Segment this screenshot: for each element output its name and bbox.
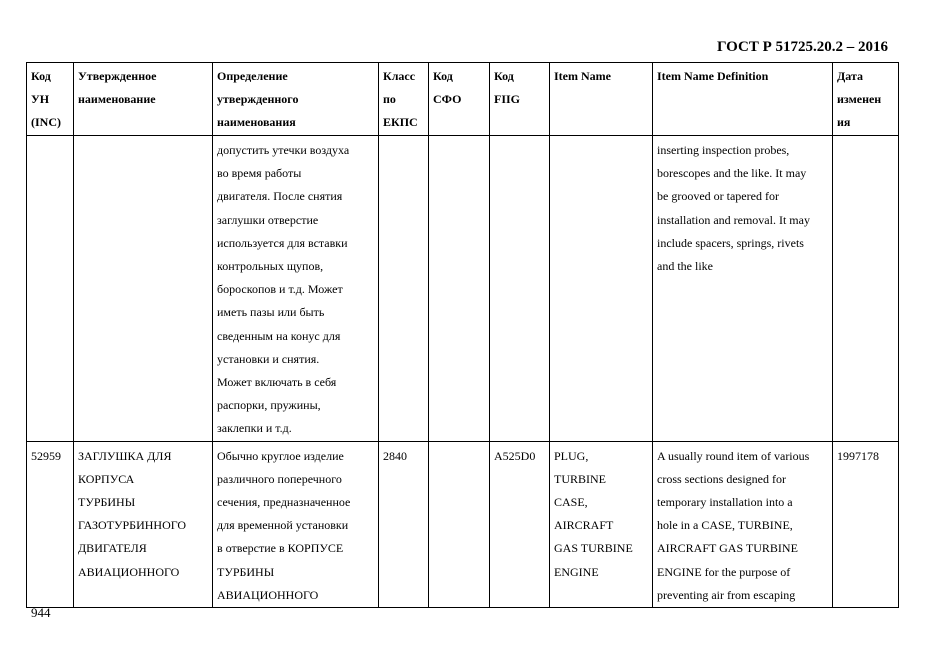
cell-approved-name (74, 136, 213, 442)
cell-fiig: A525D0 (490, 441, 550, 607)
cell-date: 1997178 (833, 441, 899, 607)
column-header-item-definition: Item Name Definition (653, 63, 833, 136)
cell-item-name: PLUG, TURBINE CASE, AIRCRAFT GAS TURBINE ENGINE (550, 441, 653, 607)
cell-inc (27, 136, 74, 442)
cell-approved-name: ЗАГЛУШКА ДЛЯ КОРПУСА ТУРБИНЫ ГАЗОТУРБИННОГО ДВИГАТЕЛЯ АВИАЦИОННОГО (74, 441, 213, 607)
table-row (27, 136, 899, 442)
document-code: ГОСТ Р 51725.20.2 – 2016 (716, 39, 888, 55)
cell-inc: 52959 (27, 441, 74, 607)
cell-sfo (429, 136, 490, 442)
column-header-fiig: Код FIIG (490, 63, 550, 136)
cell-definition: Обычно круглое изделие различного поперечного сечения, предназначенное для временной установки в отверстие в КОРПУСЕ ТУРБИНЫ АВИАЦИОННОГО (213, 441, 379, 607)
cell-sfo (429, 441, 490, 607)
page-number: 944 (31, 605, 51, 620)
cell-item-definition: A usually round item of various cross sections designed for temporary installation into a hole in a CASE, TURBINE, AIRCRAFT GAS TURBINE ENGINE for the purpose of preventing air from escaping (653, 441, 833, 607)
column-header-item-name: Item Name (550, 63, 653, 136)
catalog-table (26, 62, 899, 608)
column-header-sfo: Код СФО (429, 63, 490, 136)
column-header-class: Класс по ЕКПС (379, 63, 429, 136)
table-row (27, 441, 899, 607)
column-header-inc: Код УН (INC) (27, 63, 74, 136)
column-header-approved-name: Утвержденное наименование (74, 63, 213, 136)
table-header-row (27, 63, 899, 136)
cell-definition: допустить утечки воздуха во время работы двигателя. После снятия заглушки отверстие используется для вставки контрольных щупов, бороскопов и т.д. Может иметь пазы или быть сведенным на конус для установки и снятия. Может включать в себя распорки, пружины, заклепки и т.д. (213, 136, 379, 442)
cell-item-name (550, 136, 653, 442)
column-header-definition: Определение утвержденного наименования (213, 63, 379, 136)
cell-class (379, 136, 429, 442)
cell-class: 2840 (379, 441, 429, 607)
cell-date (833, 136, 899, 442)
cell-item-definition: inserting inspection probes, borescopes and the like. It may be grooved or tapered for installation and removal. It may include spacers, springs, rivets and the like (653, 136, 833, 442)
cell-fiig (490, 136, 550, 442)
column-header-date: Дата изменен ия (833, 63, 899, 136)
